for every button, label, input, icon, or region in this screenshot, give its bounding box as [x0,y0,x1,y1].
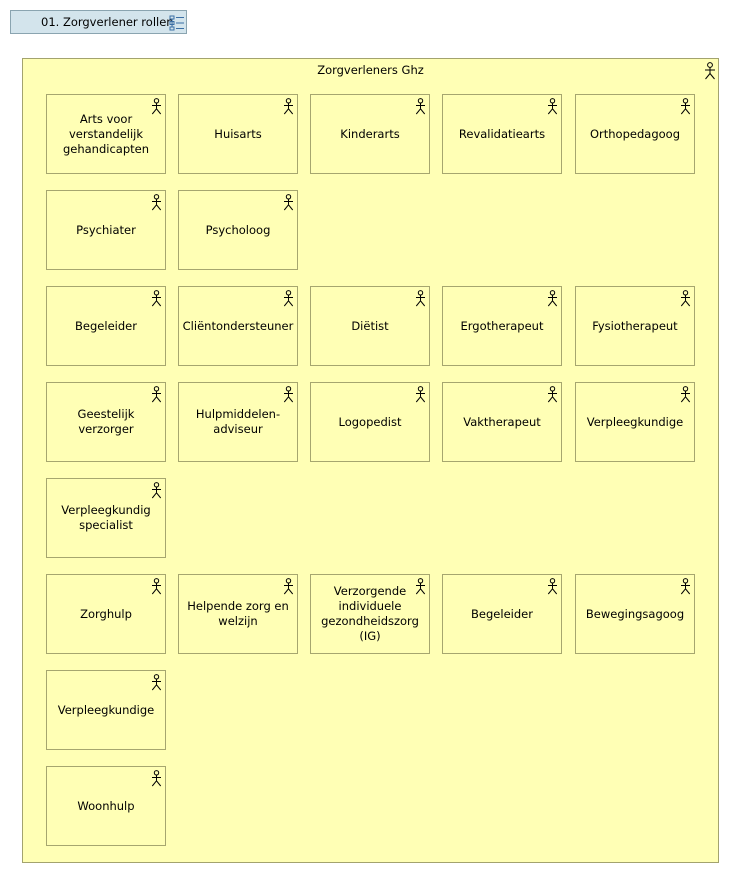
role-helpende-zorg-welzijn[interactable] [178,574,298,654]
view-tab[interactable] [10,10,187,34]
role-label: Arts voor verstandelijk gehandicapten [62,111,150,156]
role-psychiater[interactable] [46,190,166,270]
role-verpleegkundige[interactable] [575,382,695,462]
role-label: Zorghulp [80,606,132,621]
role-revalidatiearts[interactable] [442,94,562,174]
role-clientondersteuner[interactable] [178,286,298,366]
actor-icon [283,386,294,403]
actor-icon [151,290,162,307]
actor-icon [547,578,558,595]
role-kinderarts[interactable] [310,94,430,174]
role-orthopedagoog[interactable] [575,94,695,174]
role-begeleider[interactable] [46,286,166,366]
actor-icon [680,98,691,115]
actor-icon [680,578,691,595]
role-label: Bewegingsagoog [585,606,685,621]
role-label: Fysiotherapeut [592,318,678,333]
actor-icon [415,386,426,403]
actor-icon [547,290,558,307]
role-label: Geestelijk verzorger [77,407,135,436]
actor-icon [283,194,294,211]
role-dietist[interactable] [310,286,430,366]
role-label: Verpleegkundige [57,702,155,717]
role-zorghulp[interactable] [46,574,166,654]
role-label: Helpende zorg en welzijn [187,599,289,628]
role-label: Verpleegkundige [586,414,684,429]
role-label: Verzorgende individuele gezondheidszorg (IG) [321,584,419,643]
role-label: Ergotherapeut [460,318,544,333]
actor-icon [680,290,691,307]
role-label: Verpleegkundig specialist [61,503,151,532]
actor-icon [151,674,162,691]
actor-icon [151,578,162,595]
role-label: Kinderarts [340,126,400,141]
actor-icon [415,578,426,595]
view-title: 01. Zorgverlener rollen [41,15,174,29]
role-label: Hulpmiddelen-adviseur [195,407,281,436]
role-bewegingsagoog[interactable] [575,574,695,654]
actor-icon [680,386,691,403]
role-label: Diëtist [351,318,389,333]
actor-icon [415,98,426,115]
actor-icon [283,578,294,595]
role-arts-verstandelijk-gehandicapten[interactable] [46,94,166,174]
role-label: Cliëntondersteuner [182,318,294,333]
group-title: Zorgverleners Ghz [317,63,424,77]
actor-icon [151,386,162,403]
role-psycholoog[interactable] [178,190,298,270]
role-label: Psycholoog [205,222,271,237]
view-list-icon [169,15,185,31]
role-label: Begeleider [471,606,533,621]
role-hulpmiddelen-adviseur[interactable] [178,382,298,462]
actor-icon [283,290,294,307]
actor-icon [704,62,716,80]
role-verpleegkundig-specialist[interactable] [46,478,166,558]
role-verpleegkundige-2[interactable] [46,670,166,750]
role-label: Begeleider [75,318,137,333]
role-label: Woonhulp [77,798,135,813]
role-label: Huisarts [214,126,262,141]
role-fysiotherapeut[interactable] [575,286,695,366]
actor-icon [151,98,162,115]
actor-icon [415,290,426,307]
actor-icon [151,482,162,499]
role-begeleider-2[interactable] [442,574,562,654]
role-label: Revalidatiearts [458,126,546,141]
role-vaktherapeut[interactable] [442,382,562,462]
actor-icon [547,386,558,403]
role-label: Psychiater [76,222,136,237]
role-label: Logopedist [338,414,402,429]
role-label: Vaktherapeut [463,414,541,429]
actor-icon [547,98,558,115]
role-logopedist[interactable] [310,382,430,462]
role-label: Orthopedagoog [589,126,680,141]
role-verzorgende-ig[interactable] [310,574,430,654]
actor-icon [283,98,294,115]
actor-icon [151,194,162,211]
actor-icon [151,770,162,787]
role-huisarts[interactable] [178,94,298,174]
role-ergotherapeut[interactable] [442,286,562,366]
role-geestelijk-verzorger[interactable] [46,382,166,462]
role-woonhulp[interactable] [46,766,166,846]
